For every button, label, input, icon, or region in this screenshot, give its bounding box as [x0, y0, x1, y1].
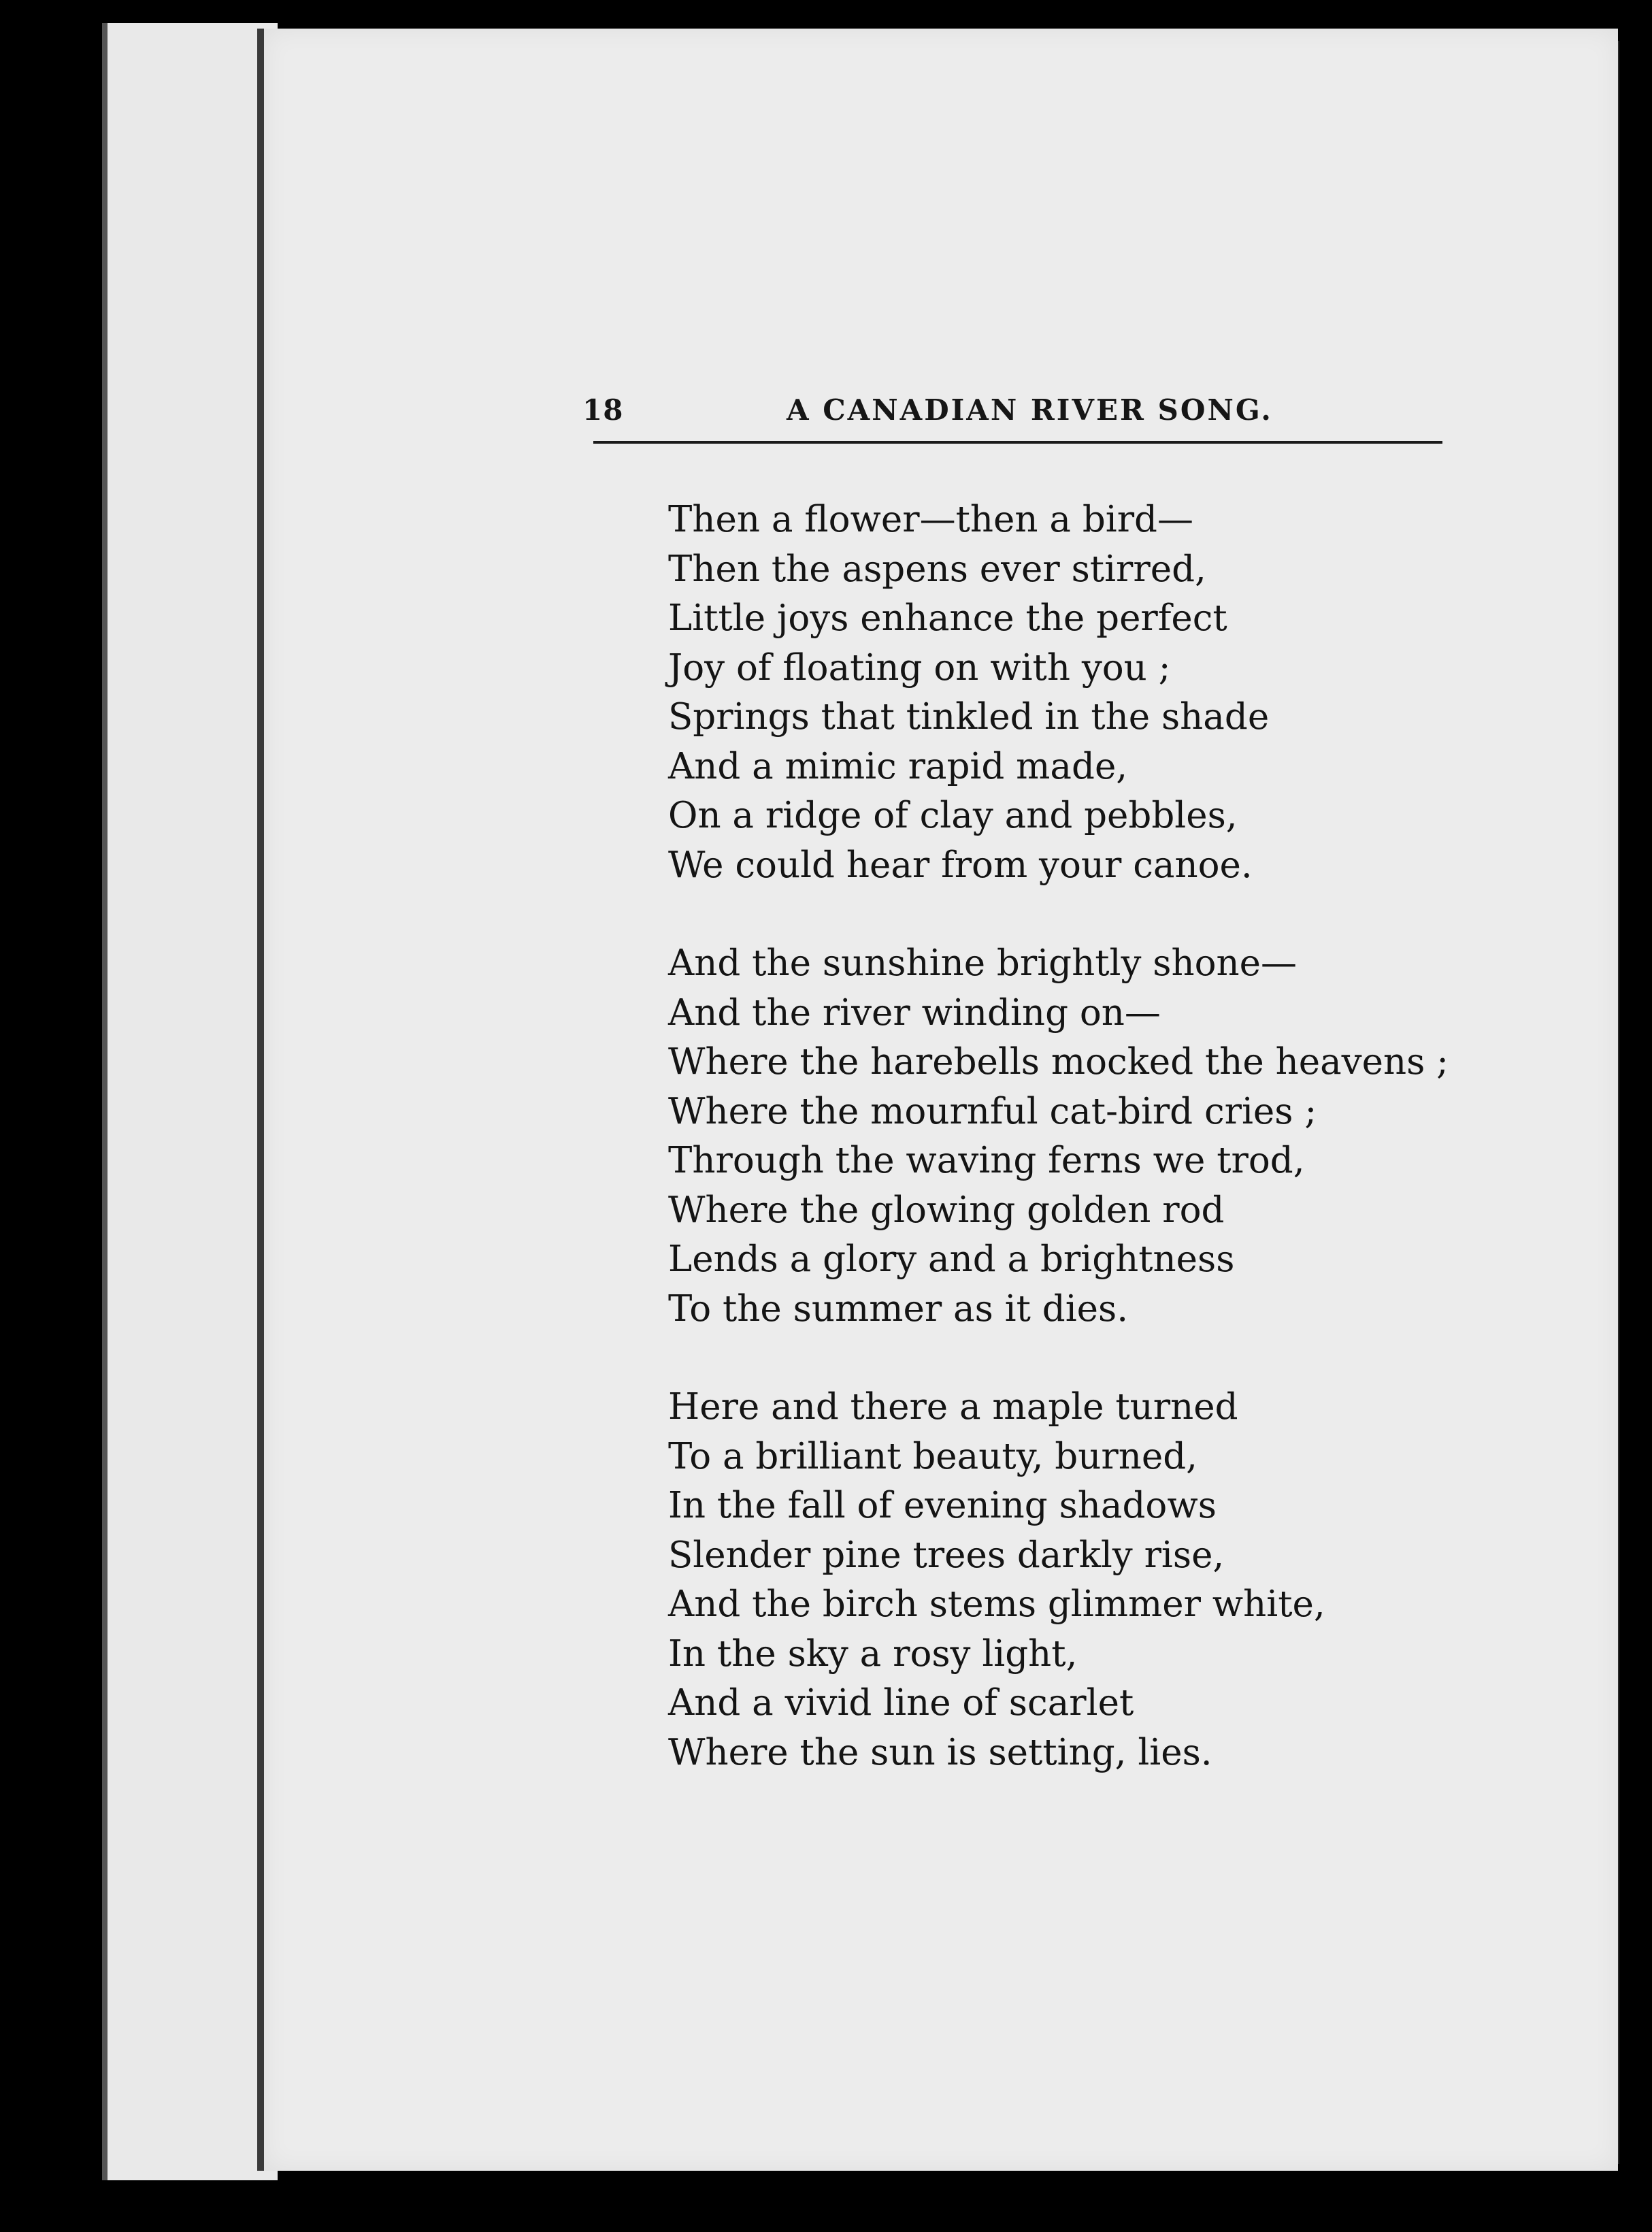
poem-line: And a mimic rapid made,: [668, 745, 1128, 787]
poem-line: Slender pine trees darkly rise,: [668, 1534, 1225, 1576]
poem-line: Where the glowing golden rod: [668, 1189, 1225, 1231]
poem-line: And a vivid line of scarlet: [668, 1682, 1134, 1724]
poem-line: Here and there a maple turned: [668, 1386, 1238, 1428]
poem-line: On a ridge of clay and pebbles,: [668, 795, 1238, 836]
page-header: [582, 393, 1442, 434]
poem-line: Where the mournful cat-bird cries ;: [668, 1090, 1317, 1132]
header-rule: [593, 441, 1442, 444]
poem-body: [668, 495, 1485, 1826]
poem-line: Then the aspens ever stirred,: [668, 548, 1206, 590]
poem-line: To the summer as it dies.: [668, 1287, 1129, 1330]
running-title: A CANADIAN RIVER SONG.: [787, 393, 1273, 427]
page-number: 18: [582, 393, 624, 427]
poem-line: In the fall of evening shadows: [668, 1485, 1217, 1526]
poem-line: Little joys enhance the perfect: [668, 597, 1227, 639]
poem-line: And the sunshine brightly shone—: [668, 942, 1297, 984]
poem-line: And the birch stems glimmer white,: [668, 1583, 1325, 1625]
poem-line: Springs that tinkled in the shade: [668, 696, 1270, 738]
poem-line: In the sky a rosy light,: [668, 1632, 1078, 1675]
poem-line: Then a flower—then a bird—: [668, 499, 1193, 540]
poem-line: Through the waving ferns we trod,: [668, 1140, 1305, 1181]
poem-line: And the river winding on—: [668, 991, 1161, 1034]
stanza: [668, 1383, 1485, 1777]
poem-line: Where the harebells mocked the heavens ;: [668, 1041, 1449, 1083]
poem-line: Where the sun is setting, lies.: [668, 1731, 1212, 1773]
poem-line: We could hear from your canoe.: [668, 844, 1253, 886]
poem-line: To a brilliant beauty, burned,: [668, 1435, 1197, 1477]
underlying-page-edge: [102, 23, 278, 2180]
stanza: [668, 495, 1485, 890]
poem-line: Lends a glory and a brightness: [668, 1238, 1235, 1280]
stanza: [668, 939, 1485, 1334]
poem-line: Joy of floating on with you ;: [668, 646, 1171, 689]
